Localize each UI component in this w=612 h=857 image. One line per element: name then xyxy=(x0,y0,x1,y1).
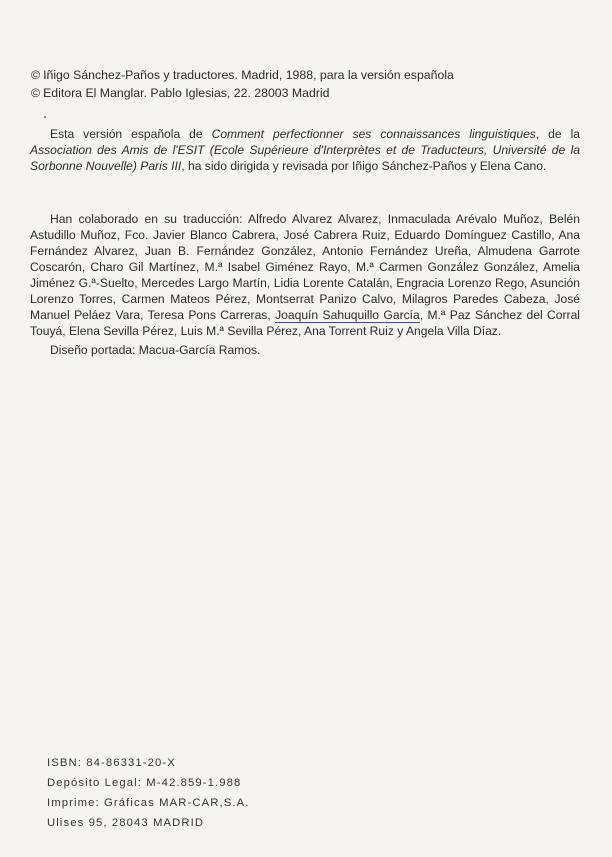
institution-name: Association des Amis de l'ESIT (Ecole Supérieure d'Interprètes et de Traducteurs, Université de la Sorbonne Nouvelle) Paris III xyxy=(30,143,580,173)
copyright-block xyxy=(31,66,454,102)
version-ending: , ha sido dirigida y revisada por Iñigo Sánchez-Paños y Elena Cano. xyxy=(181,159,547,173)
collaborators-text-1: Han colaborado en su traducción: Alfredo Alvarez Alvarez, Inmaculada Arévalo Muñoz, Belén Astudillo Muñoz, Fco. Javier Blanco Cabrera, José Cabrera Ruiz, Eduardo Domínguez Castillo, Ana Fernández Alvarez, Juan B. Fernández González, Antonio Fernández Ureña, Almudena Garrote Coscarón, Charo Gil Martínez, M.ª Isabel Giménez Rayo, M.ª Carmen González González, Amelia Jiménez G.ª-Suelto, Mercedes Largo Martín, Lidia Lorente Catalán, Engracia Lorenzo Rego, Asunción Lorenzo Torres, Carmen Mateos Pérez, Montserrat Panizo Calvo, Milagros Paredes Cabeza, José Manuel Peláez Vara, Teresa Pons Carreras, xyxy=(30,212,580,322)
book-title: Comment perfectionner ses connaissances linguistiques xyxy=(211,127,536,141)
copyright-icon: © xyxy=(31,68,41,82)
ink-dot xyxy=(44,116,46,118)
imprint-block xyxy=(47,753,249,833)
copyright-line-1 xyxy=(31,66,454,84)
copyright-text-2: Editora El Manglar. Pablo Iglesias, 22. 28003 Madrid xyxy=(43,86,330,100)
printer-line: Imprime: Gráficas MAR-CAR,S.A. xyxy=(47,797,250,809)
legal-deposit-line: Depósito Legal: M-42.859-1.988 xyxy=(47,777,242,789)
printer-address-line: Ulises 95, 28043 MADRID xyxy=(47,817,205,829)
version-middle: , de la xyxy=(535,127,580,141)
copyright-line-2 xyxy=(31,84,454,102)
copyright-text-1: Iñigo Sánchez-Paños y traductores. Madrid, 1988, para la versión española xyxy=(43,68,454,82)
collaborators-paragraph xyxy=(30,211,580,339)
underlined-name: Joaquín Sahuquillo García xyxy=(275,308,420,322)
version-intro: Esta versión española de xyxy=(50,127,212,141)
design-credit: Diseño portada: Macua-García Ramos. xyxy=(50,343,261,357)
collaborators-text-2: , M.ª Paz Sánchez del Corral Touyá, Elena Sevilla Pérez, Luis M.ª Sevilla Pérez, Ana Torrent Ruiz y Angela Villa Díaz. xyxy=(30,308,580,338)
copyright-icon: © xyxy=(31,86,41,100)
isbn-line: ISBN: 84-86331-20-X xyxy=(47,757,176,769)
version-paragraph xyxy=(30,126,580,174)
